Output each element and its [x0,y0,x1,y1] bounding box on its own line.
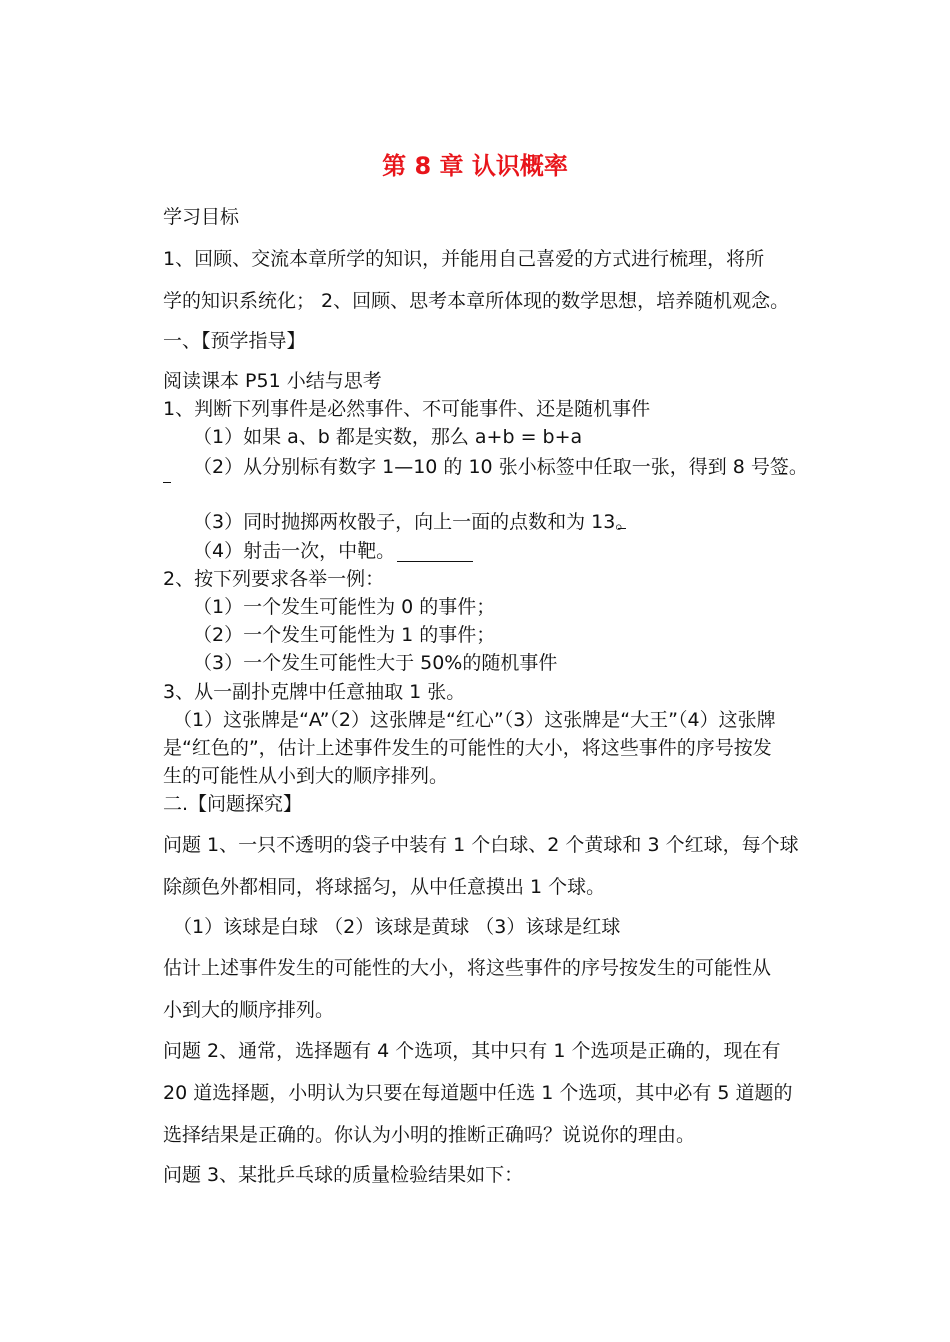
problem-1-line: 问题 1、一只不透明的袋子中装有 1 个白球、2 个黄球和 3 个红球，每个球 [163,834,799,856]
answer-mark [618,528,626,529]
question-3-stem: 3、从一副扑克牌中任意抽取 1 张。 [163,681,466,703]
question-3-line: （1）这张牌是“A”（2）这张牌是“红心”（3）这张牌是“大王”（4）这张牌 [173,709,776,731]
section-explore-heading: 二.【问题探究】 [163,793,303,815]
question-1-item: （2）从分别标有数字 1—10 的 10 张小标签中任取一张，得到 8 号签。 [193,456,808,478]
answer-mark [779,473,787,474]
problem-1-task: 小到大的顺序排列。 [163,999,335,1021]
question-1-item: （4）射击一次，中靶。 [193,540,396,562]
goal-line: 学的知识系统化； 2、回顾、思考本章所体现的数学思想，培养随机观念。 [163,290,790,312]
problem-2-line: 20 道选择题，小明认为只要在每道题中任选 1 个选项，其中必有 5 道题的 [163,1082,793,1104]
page-title: 第 8 章 认识概率 [382,152,568,180]
question-1-item-row [193,540,473,562]
problem-1-line: 除颜色外都相同，将球摇匀，从中任意摸出 1 个球。 [163,876,606,898]
reading-instruction: 阅读课本 P51 小结与思考 [163,370,382,392]
section-preview-heading: 一、【预学指导】 [163,330,306,352]
answer-blank[interactable] [397,543,473,562]
problem-1-options: （1）该球是白球 （2）该球是黄球 （3）该球是红球 [173,916,621,938]
problem-1-task: 估计上述事件发生的可能性的大小，将这些事件的序号按发生的可能性从 [163,957,772,979]
heading-goals: 学习目标 [163,206,240,228]
question-1-stem: 1、判断下列事件是必然事件、不可能事件、还是随机事件 [163,398,651,420]
question-2-stem: 2、按下列要求各举一例： [163,568,385,590]
goal-line: 1、回顾、交流本章所学的知识，并能用自己喜爱的方式进行梳理，将所 [163,248,765,270]
question-3-line: 是“红色的”，估计上述事件发生的可能性的大小，将这些事件的序号按发 [163,737,772,759]
answer-mark [163,482,171,483]
question-1-item: （1）如果 a、b 都是实数，那么 a+b = b+a [193,426,583,448]
problem-2-line: 问题 2、通常，选择题有 4 个选项，其中只有 1 个选项是正确的，现在有 [163,1040,781,1062]
question-2-item: （2）一个发生可能性为 1 的事件； [193,624,496,646]
question-1-item: （3）同时抛掷两枚骰子，向上一面的点数和为 13。 [193,511,635,533]
problem-3-line: 问题 3、某批乒乓球的质量检验结果如下： [163,1164,524,1186]
question-2-item: （3）一个发生可能性大于 50%的随机事件 [193,652,558,674]
question-3-line: 生的可能性从小到大的顺序排列。 [163,765,449,787]
question-2-item: （1）一个发生可能性为 0 的事件； [193,596,496,618]
problem-2-line: 选择结果是正确的。你认为小明的推断正确吗？说说你的理由。 [163,1124,696,1146]
